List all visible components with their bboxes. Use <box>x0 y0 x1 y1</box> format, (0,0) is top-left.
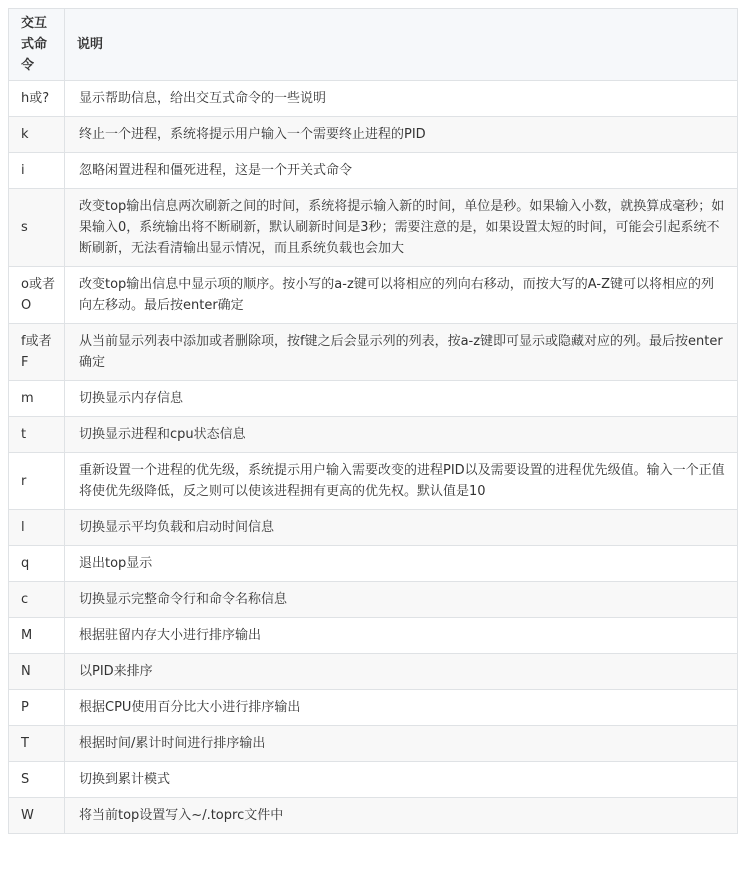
description-cell: 根据CPU使用百分比大小进行排序输出 <box>65 690 738 726</box>
command-cell: k <box>9 117 65 153</box>
table-header-row <box>9 9 738 81</box>
command-cell: s <box>9 189 65 267</box>
command-cell: l <box>9 510 65 546</box>
table-row <box>9 654 738 690</box>
command-cell: m <box>9 381 65 417</box>
table-row <box>9 690 738 726</box>
description-cell: 改变top输出信息中显示项的顺序。按小写的a-z键可以将相应的列向右移动，而按大写的A-Z键可以将相应的列向左移动。最后按enter确定 <box>65 267 738 324</box>
description-cell: 退出top显示 <box>65 546 738 582</box>
command-cell: r <box>9 453 65 510</box>
description-cell: 重新设置一个进程的优先级，系统提示用户输入需要改变的进程PID以及需要设置的进程优先级值。输入一个正值将使优先级降低，反之则可以使该进程拥有更高的优先权。默认值是10 <box>65 453 738 510</box>
table-row <box>9 81 738 117</box>
command-cell: P <box>9 690 65 726</box>
table-row <box>9 546 738 582</box>
description-cell: 改变top输出信息两次刷新之间的时间，系统将提示输入新的时间，单位是秒。如果输入小数，就换算成毫秒；如果输入0，系统输出将不断刷新，默认刷新时间是3秒；需要注意的是，如果设置太短的时间，可能会引起系统不断刷新，无法看清输出显示情况，而且系统负载也会加大 <box>65 189 738 267</box>
command-cell: h或? <box>9 81 65 117</box>
description-cell: 切换到累计模式 <box>65 762 738 798</box>
description-cell: 切换显示进程和cpu状态信息 <box>65 417 738 453</box>
table-row <box>9 324 738 381</box>
table-row <box>9 417 738 453</box>
command-cell: T <box>9 726 65 762</box>
description-cell: 切换显示内存信息 <box>65 381 738 417</box>
command-cell: q <box>9 546 65 582</box>
table-row <box>9 726 738 762</box>
table-row <box>9 381 738 417</box>
command-table-container <box>8 8 738 834</box>
command-cell: M <box>9 618 65 654</box>
table-row <box>9 618 738 654</box>
header-command: 交互式命令 <box>9 9 65 81</box>
command-cell: t <box>9 417 65 453</box>
table-row <box>9 798 738 834</box>
description-cell: 根据时间/累计时间进行排序输出 <box>65 726 738 762</box>
command-cell: i <box>9 153 65 189</box>
description-cell: 忽略闲置进程和僵死进程，这是一个开关式命令 <box>65 153 738 189</box>
command-cell: N <box>9 654 65 690</box>
table-row <box>9 762 738 798</box>
table-row <box>9 510 738 546</box>
description-cell: 终止一个进程，系统将提示用户输入一个需要终止进程的PID <box>65 117 738 153</box>
table-row <box>9 189 738 267</box>
command-cell: o或者O <box>9 267 65 324</box>
command-cell: S <box>9 762 65 798</box>
description-cell: 从当前显示列表中添加或者删除项，按f键之后会显示列的列表，按a-z键即可显示或隐藏对应的列。最后按enter确定 <box>65 324 738 381</box>
table-row <box>9 453 738 510</box>
command-cell: W <box>9 798 65 834</box>
description-cell: 以PID来排序 <box>65 654 738 690</box>
table-row <box>9 117 738 153</box>
top-command-table <box>8 8 738 834</box>
description-cell: 根据驻留内存大小进行排序输出 <box>65 618 738 654</box>
table-row <box>9 582 738 618</box>
table-row <box>9 267 738 324</box>
description-cell: 显示帮助信息，给出交互式命令的一些说明 <box>65 81 738 117</box>
table-body <box>9 81 738 834</box>
command-cell: c <box>9 582 65 618</box>
description-cell: 将当前top设置写入~/.toprc文件中 <box>65 798 738 834</box>
table-row <box>9 153 738 189</box>
description-cell: 切换显示平均负载和启动时间信息 <box>65 510 738 546</box>
header-description: 说明 <box>65 9 738 81</box>
description-cell: 切换显示完整命令行和命令名称信息 <box>65 582 738 618</box>
command-cell: f或者F <box>9 324 65 381</box>
